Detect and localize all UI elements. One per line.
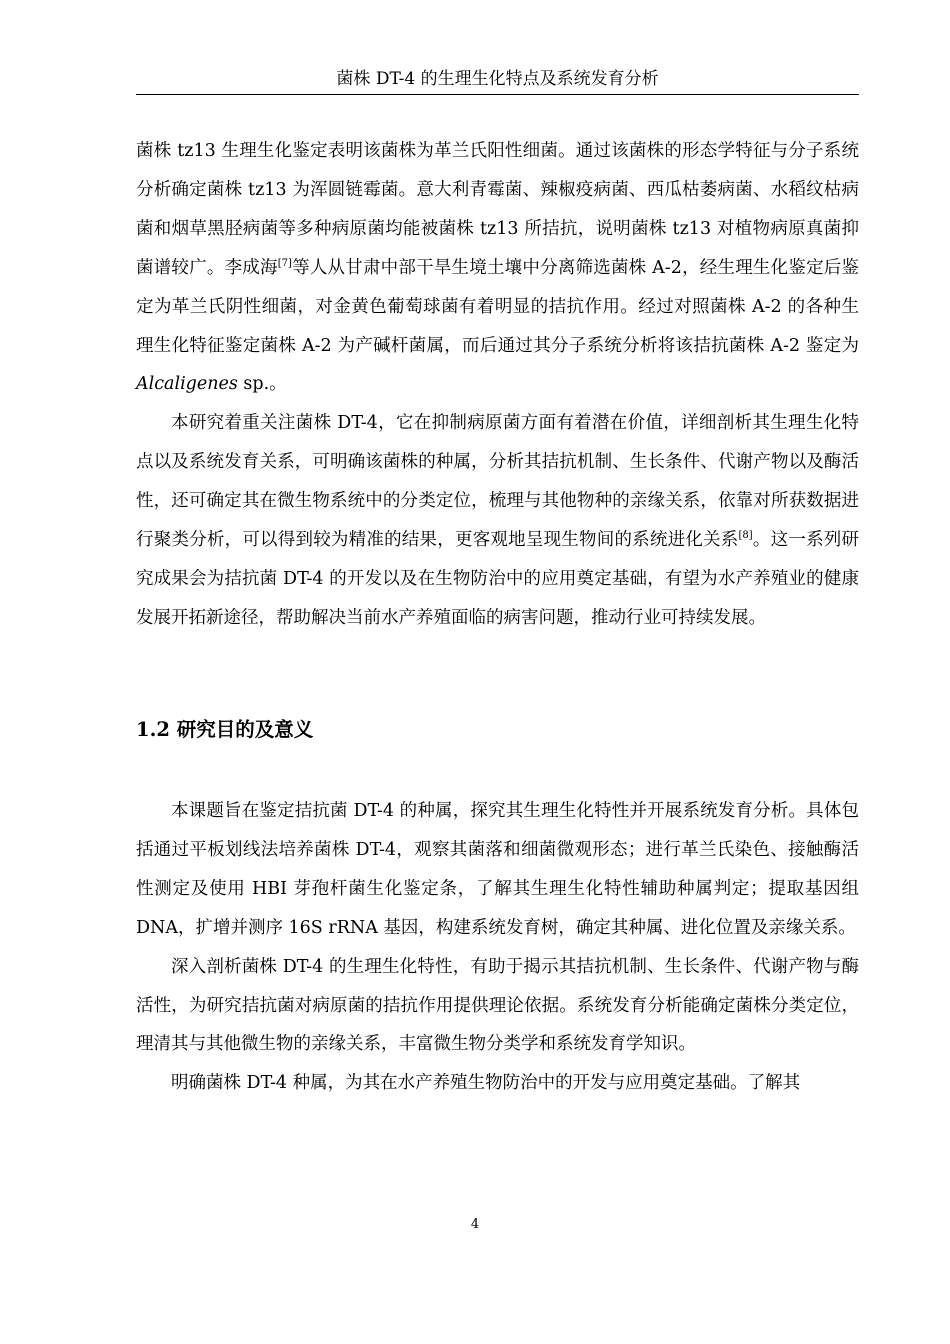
paragraph-2-text-a: 本研究着重关注菌株 DT-4，它在抑制病原菌方面有着潜在价值，详细剖析其生理生化特点以及系统发育关系，可明确该菌株的种属，分析其拮抗机制、生长条件、代谢产物以及酶活性，还可确定其在微生物系统中的分类定位，梳理与其他物种的亲缘关系，依靠对所获数据进行聚类分析，可以得到较为精准的结果，更客观地呈现生物间的系统进化关系 [136, 413, 859, 551]
running-header [136, 64, 859, 95]
page-number: 4 [470, 1217, 480, 1232]
body-text-bottom [136, 792, 859, 1103]
paragraph-2 [136, 404, 859, 637]
paragraph-4: 深入剖析菌株 DT-4 的生理生化特性，有助于揭示其拮抗机制、生长条件、代谢产物与酶活性，为研究拮抗菌对病原菌的拮抗作用提供理论依据。系统发育分析能确定菌株分类定位，理清其与其他微生物的亲缘关系，丰富微生物分类学和系统发育学知识。 [136, 956, 859, 1055]
paragraph-2-text-b: 。这一系列研究成果会为拮抗菌 DT-4 的开发以及在生物防治中的应用奠定基础，有望为水产养殖业的健康发展开拓新途径，帮助解决当前水产养殖面临的病害问题，推动行业可持续发展。 [136, 530, 860, 628]
paragraph-5: 明确菌株 DT-4 种属，为其在水产养殖生物防治中的开发与应用奠定基础。了解其 [171, 1073, 801, 1094]
citation-7: [7] [277, 257, 292, 269]
citation-8: [8] [738, 530, 753, 542]
section-heading: 1.2 研究目的及意义 [136, 718, 314, 741]
paragraph-1 [136, 132, 859, 404]
body-text-top [136, 132, 859, 638]
paragraph-1-text-a: 菌株 tz13 生理生化鉴定表明该菌株为革兰氏阳性细菌。通过该菌株的形态学特征与分子系统分析确定菌株 tz13 为浑圆链霉菌。意大利青霉菌、辣椒疫病菌、西瓜枯萎病菌、水稻纹枯病菌和烟草黑胫病菌等多种病原菌均能被菌株 tz13 所拮抗，说明菌株 tz13 对植物病原真菌抑菌谱较广。李成海 [136, 141, 859, 278]
paragraph-1-text-c: sp.。 [237, 374, 287, 395]
paragraph-3: 本课题旨在鉴定拮抗菌 DT-4 的种属，探究其生理生化特性并开展系统发育分析。具体包括通过平板划线法培养菌株 DT-4，观察其菌落和细菌微观形态；进行革兰氏染色、接触酶活性测定及使用 HBI 芽孢杆菌生化鉴定条，了解其生理生化特性辅助种属判定；提取基因组 DNA，扩增并测序 16S rRNA 基因，构建系统发育树，确定其种属、进化位置及亲缘关系。 [136, 801, 859, 938]
paragraph-1-text-b: 等人从甘肃中部干旱生境土壤中分离筛选菌株 A-2，经生理生化鉴定后鉴定为革兰氏阴性细菌，对金黄色葡萄球菌有着明显的拮抗作用。经过对照菌株 A-2 的各种生理生化特征鉴定菌株 A-2 为产碱杆菌属，而后通过其分子系统分析将该拮抗菌株 A-2 鉴定为 [136, 257, 859, 356]
header-title: 菌株 DT-4 的生理生化特点及系统发育分析 [336, 69, 659, 89]
species-name: Alcaligenes [136, 374, 238, 395]
